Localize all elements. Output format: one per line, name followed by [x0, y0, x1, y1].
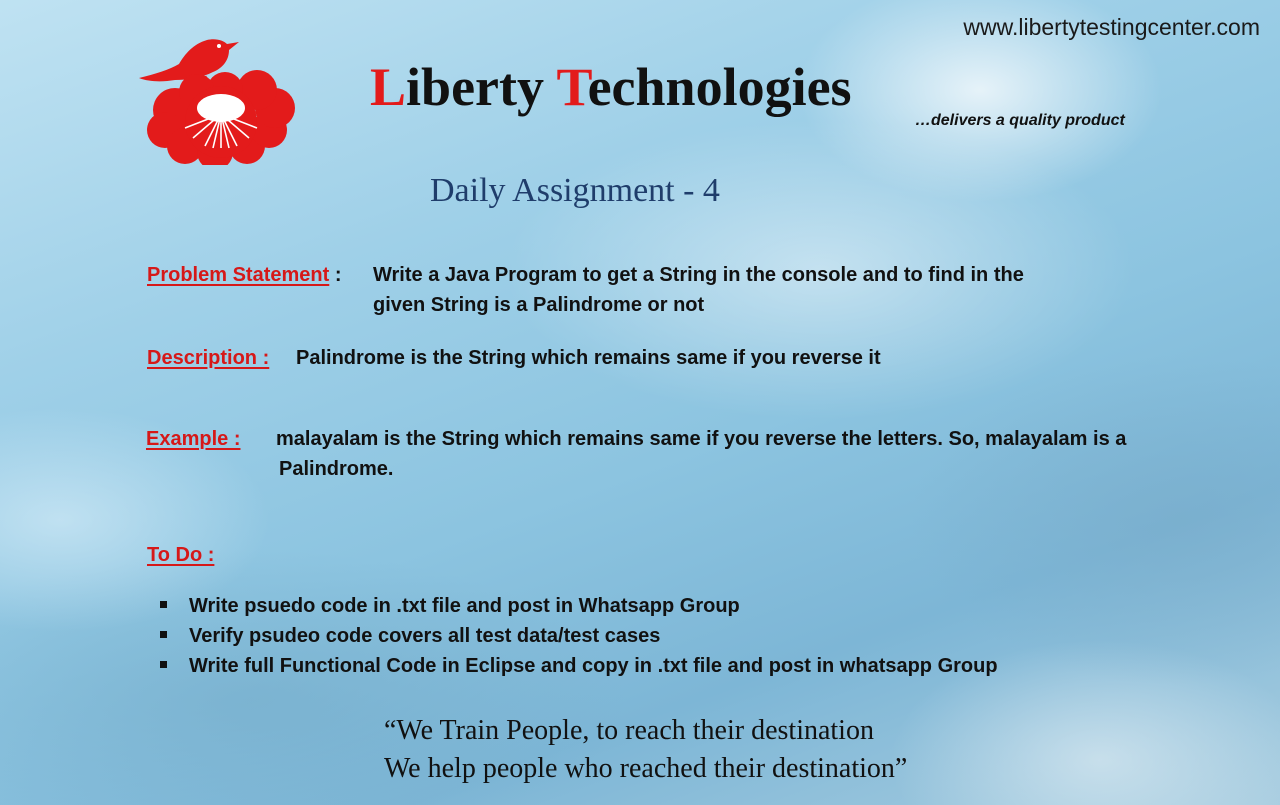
description-label: Description : — [147, 347, 270, 369]
example-label: Example : — [146, 428, 241, 450]
problem-statement-label: Problem Statement — [147, 264, 330, 286]
problem-statement-text — [373, 260, 1133, 320]
todo-item-text: Write psuedo code in .txt file and post in Whatsapp Group — [189, 595, 740, 617]
brand-word-liberty-rest: iberty — [406, 57, 557, 117]
example-line1: malayalam is the String which remains same if you reverse the letters. So, malayalam is a — [276, 428, 1127, 450]
motto-line1: “We Train People, to reach their destination — [384, 715, 874, 746]
problem-statement-separator: : — [329, 264, 342, 286]
todo-item — [160, 591, 998, 621]
motto-quote — [384, 712, 907, 788]
todo-item-text: Write full Functional Code in Eclipse and copy in .txt file and post in whatsapp Group — [189, 655, 998, 677]
bird-logo-icon — [135, 30, 305, 165]
assignment-title: Daily Assignment - 4 — [430, 172, 720, 209]
brand-name — [370, 56, 852, 118]
description-text: Palindrome is the String which remains same if you reverse it — [296, 347, 881, 369]
todo-item — [160, 651, 998, 681]
brand-letter-t: T — [556, 57, 588, 117]
example-label-row — [146, 424, 240, 454]
todo-label: To Do : — [147, 544, 215, 566]
motto-line2: We help people who reached their destination” — [384, 753, 908, 784]
problem-statement-line1: Write a Java Program to get a String in the console and to find in the — [373, 264, 1024, 286]
todo-item-text: Verify psudeo code covers all test data/test cases — [189, 625, 661, 647]
example-text — [276, 424, 1236, 484]
problem-statement-label-row — [147, 260, 341, 290]
bullet-icon — [160, 661, 167, 668]
todo-label-row — [147, 540, 214, 570]
brand-letter-l: L — [370, 57, 407, 117]
problem-statement-line2: given String is a Palindrome or not — [373, 294, 705, 316]
bullet-icon — [160, 601, 167, 608]
example-line2: Palindrome. — [279, 458, 394, 480]
todo-item — [160, 621, 998, 651]
bullet-icon — [160, 631, 167, 638]
todo-list — [160, 591, 998, 681]
tagline: …delivers a quality product — [915, 112, 1125, 129]
website-url: www.libertytestingcenter.com — [963, 14, 1260, 40]
brand-word-technologies-rest: echnologies — [587, 57, 852, 117]
description-label-row — [147, 343, 269, 373]
